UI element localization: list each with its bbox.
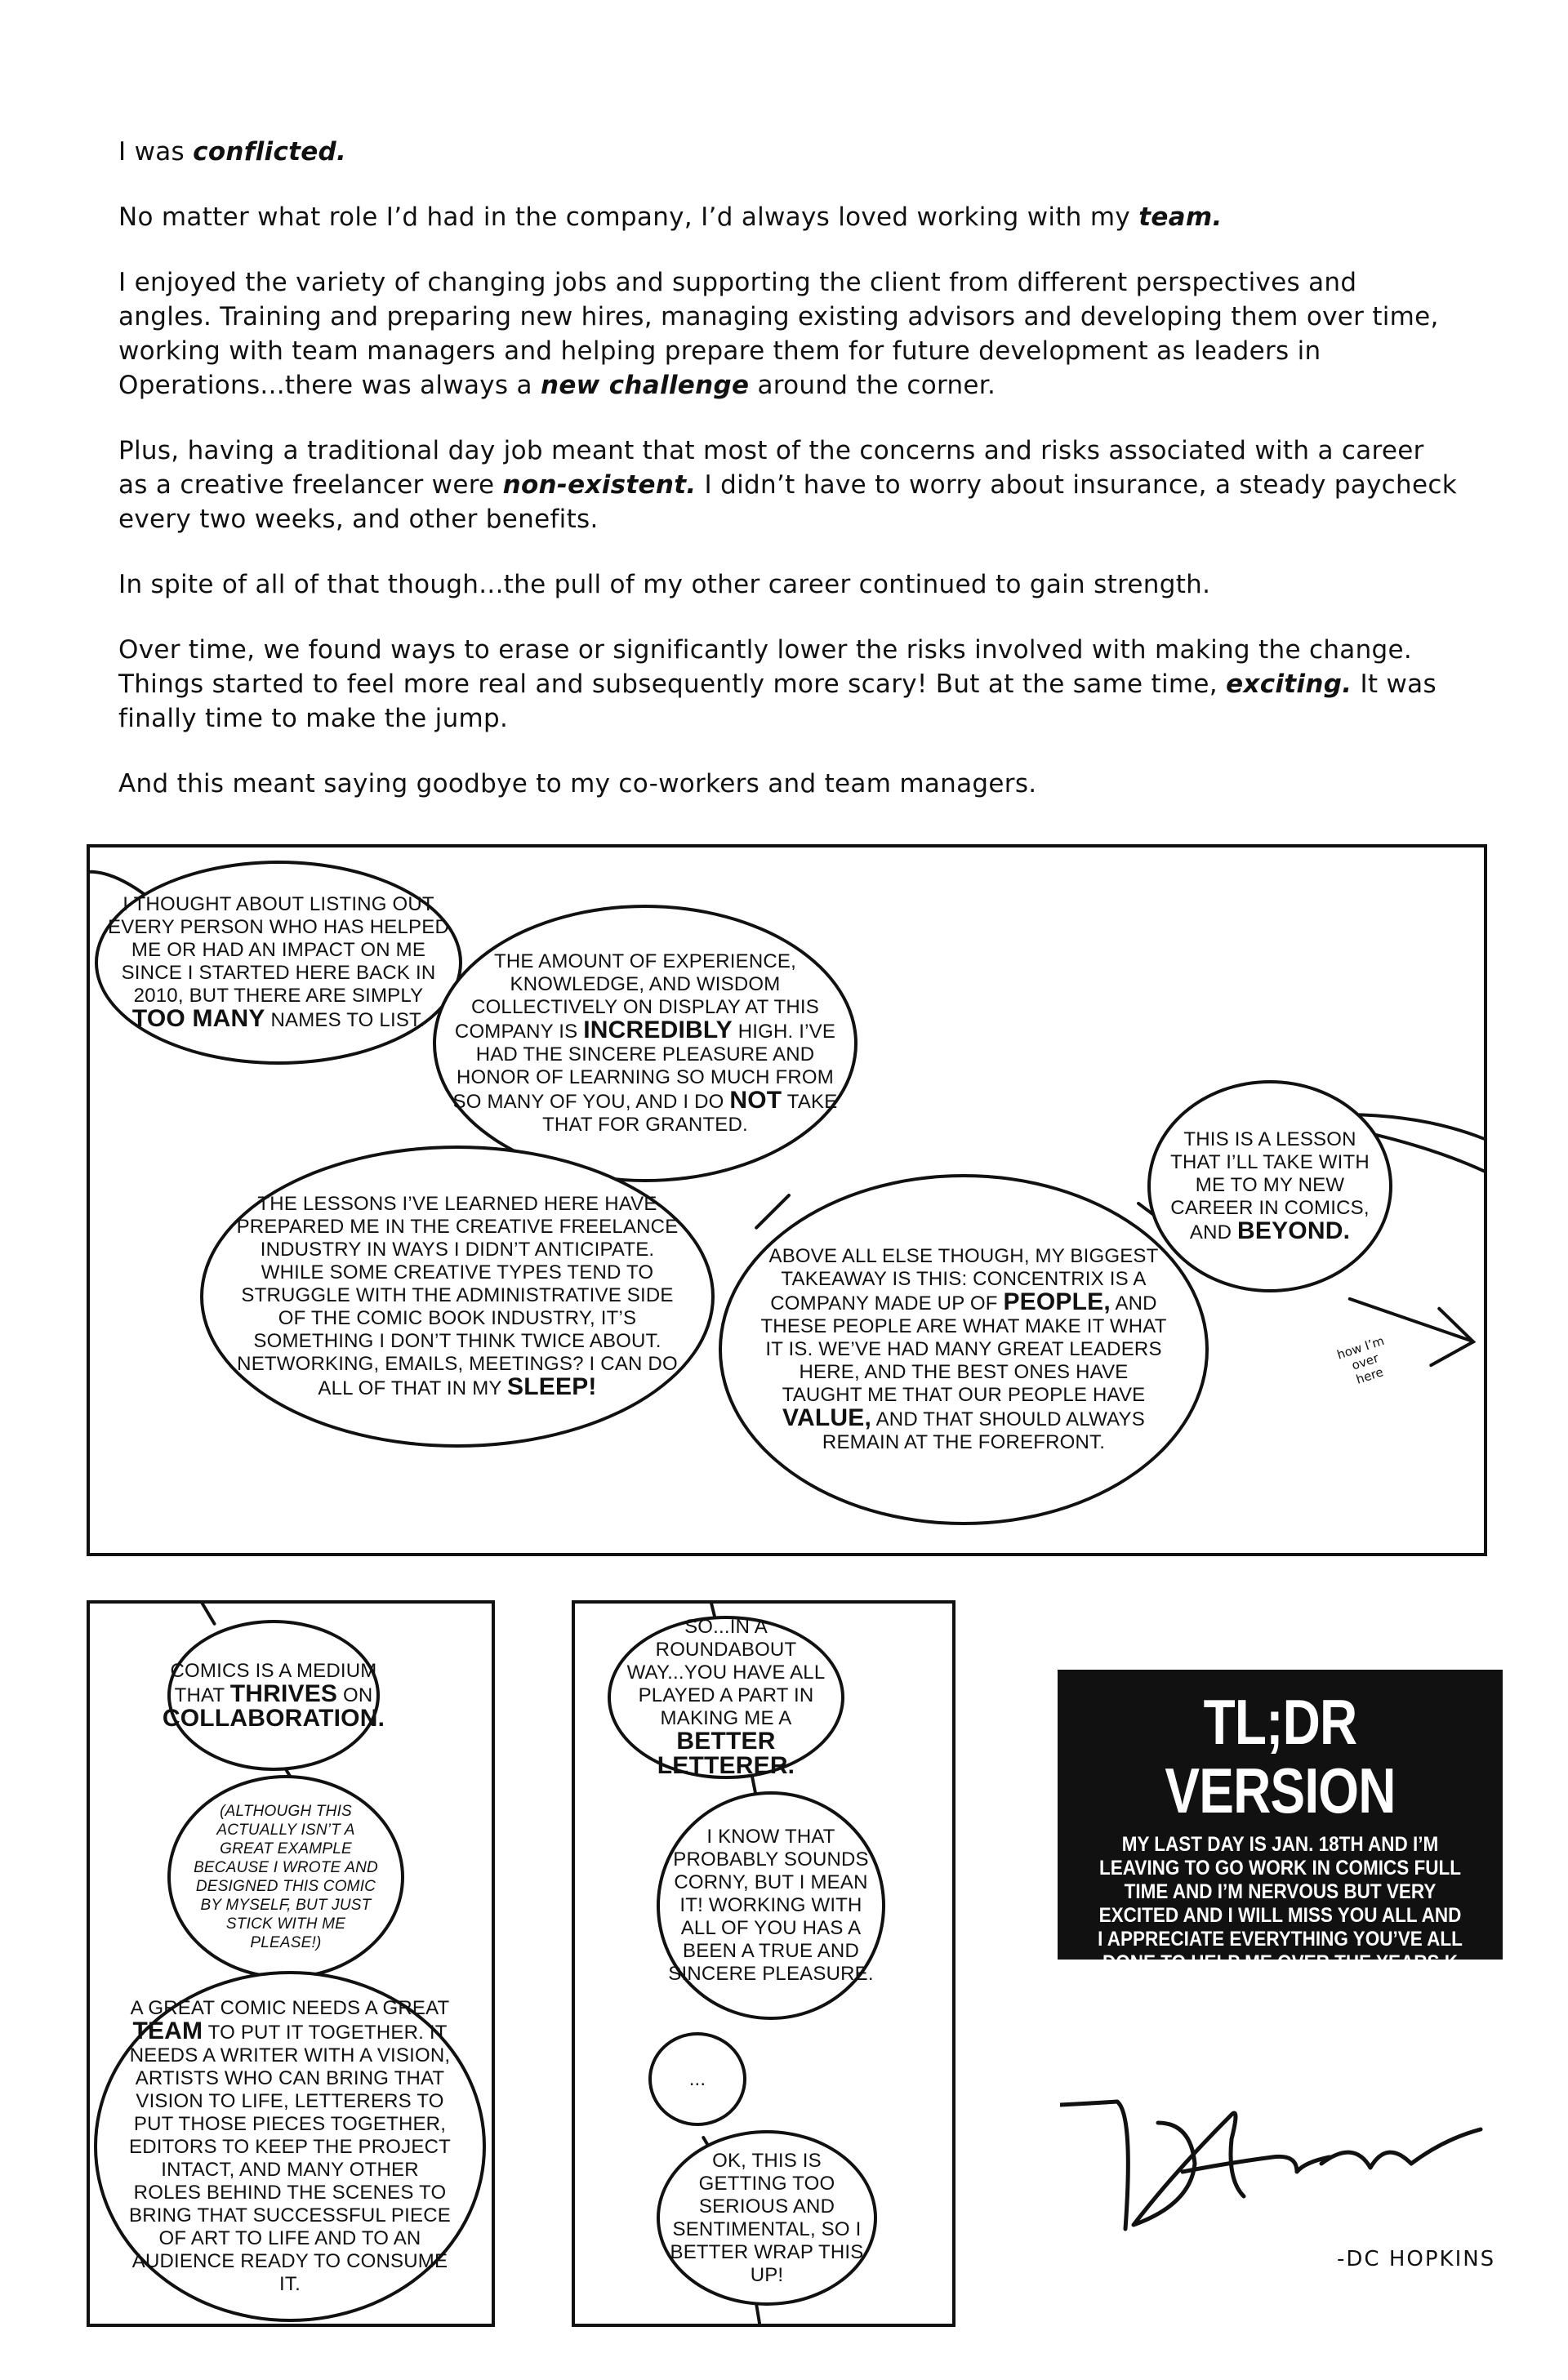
speech-balloon-2: THE AMOUNT OF EXPERIENCE, KNOWLEDGE, AND WISDOM COLLECTIVELY ON DISPLAY AT THIS COMPANY IS INCREDIBLY HIGH. I’VE HAD THE SINCERE PLEASURE AND HONOR OF LEARNING SO MUCH FROM SO MANY OF YOU, AND I DO NOT TAKE THAT FOR GRANTED.	[433, 905, 858, 1182]
intro-text	[118, 135, 1458, 832]
sign-off: -DC HOPKINS	[1337, 2247, 1496, 2271]
speech-balloon-1: I THOUGHT ABOUT LISTING OUT EVERY PERSON WHO HAS HELPED ME OR HAD AN IMPACT ON ME SINCE I STARTED HERE BACK IN 2010, BUT THERE ARE SIMPLY TOO MANY NAMES TO LIST.	[95, 861, 462, 1065]
paragraph: In spite of all of that though...the pull of my other career continued to gain strength.	[118, 570, 1211, 599]
speech-balloon-3: THE LESSONS I’VE LEARNED HERE HAVE PREPARED ME IN THE CREATIVE FREELANCE INDUSTRY IN WAYS I DIDN’T ANTICIPATE. WHILE SOME CREATIVE TYPES TEND TO STRUGGLE WITH THE ADMINISTRATIVE SIDE OF THE COMIC BOOK INDUSTRY, IT’S SOMETHING I DON’T THINK TWICE ABOUT. NETWORKING, EMAILS, MEETINGS? I CAN DO ALL OF THAT IN MY SLEEP!	[200, 1146, 715, 1448]
paragraph: And this meant saying goodbye to my co-workers and team managers.	[118, 769, 1037, 799]
emphasis: non-existent.	[502, 470, 697, 500]
comic-panel-wide	[87, 844, 1487, 1556]
comic-panel-left	[87, 1600, 495, 2327]
aside-balloon: (ALTHOUGH THIS ACTUALLY ISN’T A GREAT EXAMPLE BECAUSE I WROTE AND DESIGNED THIS COMIC BY MYSELF, BUT JUST STICK WITH ME PLEASE!)	[167, 1775, 404, 1979]
speech-balloon-ellipsis: ...	[648, 2032, 746, 2126]
tldr-box	[1058, 1670, 1503, 1998]
speech-balloon-comics: COMICS IS A MEDIUM THAT THRIVES ON COLLABORATION.	[167, 1620, 380, 1771]
speech-balloon-4: ABOVE ALL ELSE THOUGH, MY BIGGEST TAKEAWAY IS THIS: CONCENTRIX IS A COMPANY MADE UP OF PEOPLE, AND THESE PEOPLE ARE WHAT MAKE IT WHAT IT IS. WE’VE HAD MANY GREAT LEADERS HERE, AND THE BEST ONES HAVE TAUGHT ME THAT OUR PEOPLE HAVE VALUE, AND THAT SHOULD ALWAYS REMAIN AT THE FOREFRONT.	[719, 1174, 1209, 1525]
signature-image	[1060, 2090, 1485, 2237]
paragraph: No matter what role I’d had in the company, I’d always loved working with my team.	[118, 202, 1223, 232]
speech-balloon-letterer: SO...IN A ROUNDABOUT WAY...YOU HAVE ALL PLAYED A PART IN MAKING ME A BETTER LETTERER.	[608, 1616, 844, 1779]
speech-balloon-team: A GREAT COMIC NEEDS A GREAT TEAM TO PUT IT TOGETHER. IT NEEDS A WRITER WITH A VISION, ARTISTS WHO CAN BRING THAT VISION TO LIFE, LETTERERS TO PUT THOSE PIECES TOGETHER, EDITORS TO KEEP THE PROJECT INTACT, AND MANY OTHER ROLES BEHIND THE SCENES TO BRING THAT SUCCESSFUL PIECE OF ART TO LIFE AND TO AN AUDIENCE READY TO CONSUME IT.	[94, 1971, 486, 2322]
speech-balloon-wrap-up: OK, THIS IS GETTING TOO SERIOUS AND SENTIMENTAL, SO I BETTER WRAP THIS UP!	[657, 2130, 877, 2306]
emphasis: conflicted.	[193, 137, 347, 167]
speech-balloon-5: THIS IS A LESSON THAT I’LL TAKE WITH ME TO MY NEW CAREER IN COMICS, AND BEYOND.	[1147, 1080, 1392, 1292]
emphasis: exciting.	[1226, 670, 1352, 699]
paragraph: I was conflicted.	[118, 137, 347, 167]
emphasis: new challenge	[540, 371, 750, 400]
paragraph: Plus, having a traditional day job meant that most of the concerns and risks associated with a career as a creative freelancer were non-existent. I didn’t have to worry about insurance, a steady paycheck every two weeks, and other benefits.	[118, 436, 1457, 534]
aside-note: how I’m over here	[1334, 1332, 1387, 1387]
emphasis: team.	[1138, 202, 1223, 232]
comic-panel-middle	[572, 1600, 956, 2327]
speech-balloon-corny: I KNOW THAT PROBABLY SOUNDS CORNY, BUT I MEAN IT! WORKING WITH ALL OF YOU HAS A BEEN A TRUE AND SINCERE PLEASURE.	[657, 1791, 885, 2020]
paragraph: I enjoyed the variety of changing jobs and supporting the client from different perspectives and angles. Training and preparing new hires, managing existing advisors and developing them over time, working with team managers and helping prepare them for future development as leaders in Operations...there was always a new challenge around the corner.	[118, 268, 1439, 400]
tldr-title: TL;DR VERSION	[1165, 1686, 1396, 1826]
tldr-body: MY LAST DAY IS JAN. 18TH AND I’M LEAVING TO GO WORK IN COMICS FULL TIME AND I’M NERVOUS BUT VERY EXCITED AND I WILL MISS YOU ALL AND I APPRECIATE EVERYTHING YOU’VE ALL DONE TO HELP ME OVER THE YEARS K LOVE YOU ALL BYYYYYYYEEEEEEEEE	[1098, 1833, 1463, 1998]
paragraph: Over time, we found ways to erase or significantly lower the risks involved with making the change. Things started to feel more real and subsequently more scary! But at the same time, exciting. It was finally time to make the jump.	[118, 635, 1437, 733]
